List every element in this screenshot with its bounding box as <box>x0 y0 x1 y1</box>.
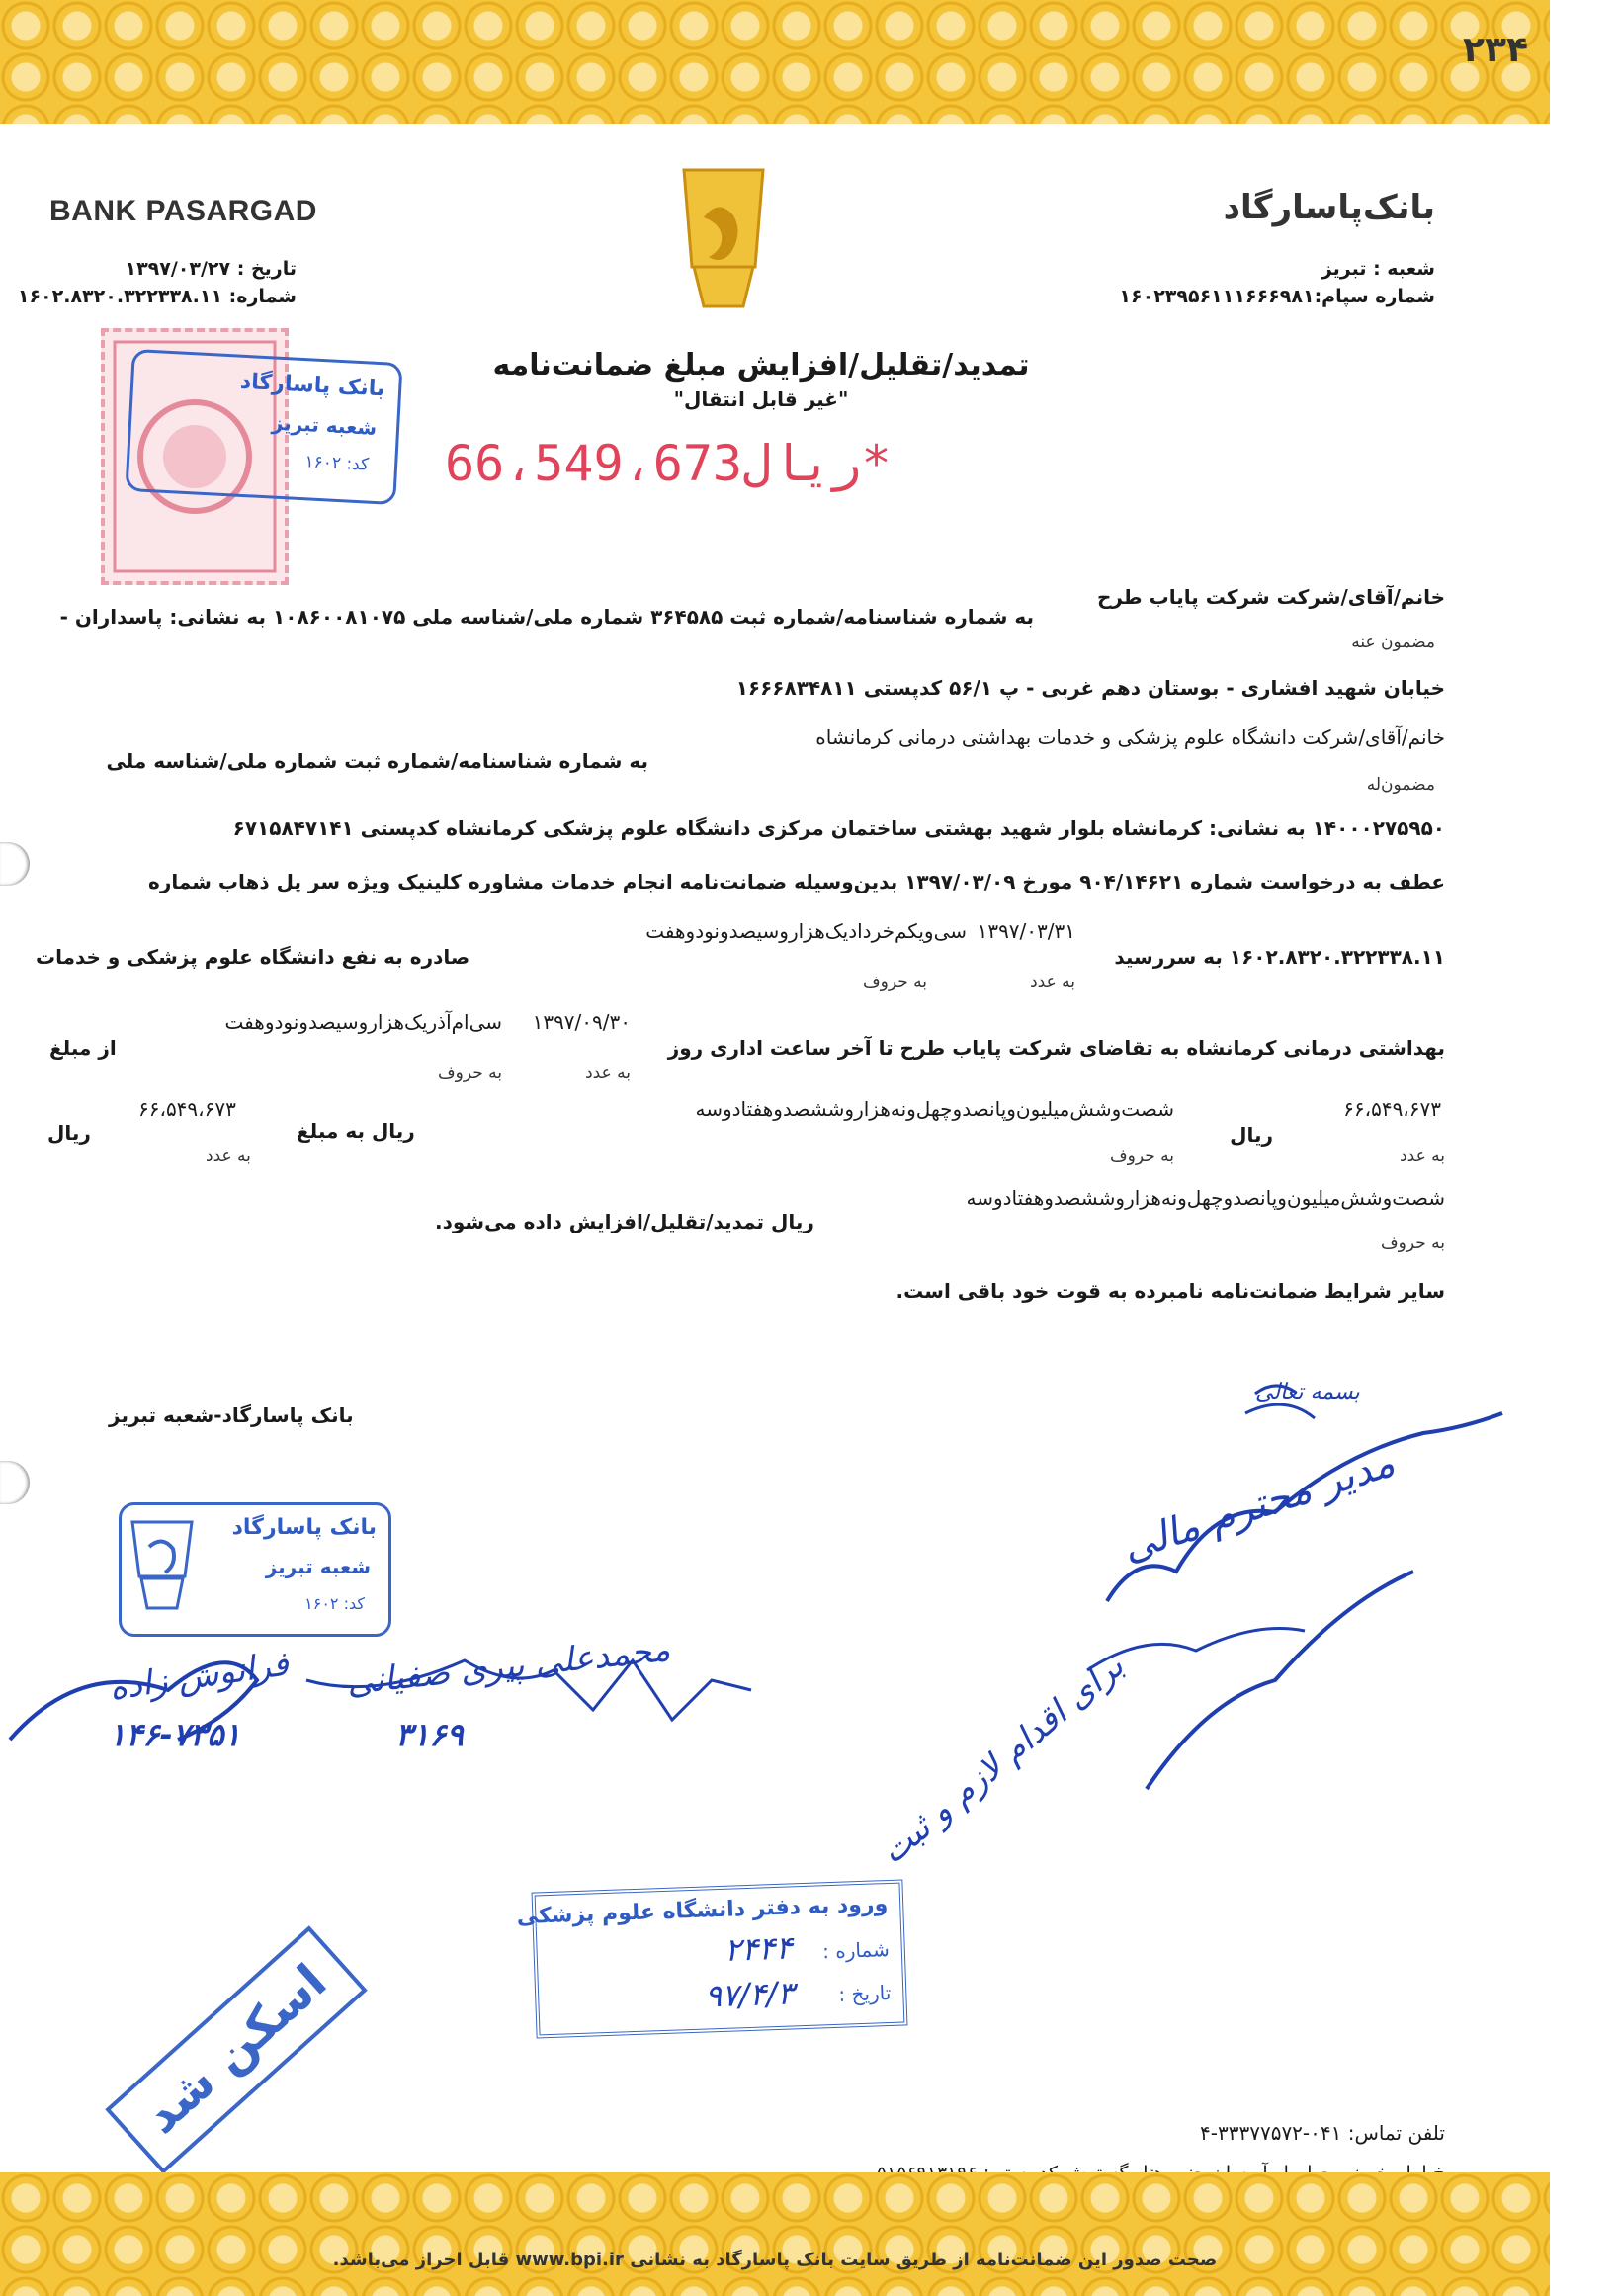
label-words-3: به حروف <box>1110 1147 1174 1166</box>
label-words: به حروف <box>863 973 927 992</box>
label-rial-to-amount: ریال به مبلغ <box>297 1119 415 1143</box>
signature-1-number: ۱۴۶-۷۳۵۱ <box>109 1716 241 1753</box>
body-line-3: خیابان شهید افشاری - بوستان دهم غربی - پ ۵۶/۱ کدپستی ۱۶۶۶۸۳۴۸۱۱ <box>735 676 1445 700</box>
footer-verification-note: صحت صدور این ضمانت‌نامه از طریق سایت بانک پاسارگاد به نشانی www.bpi.ir قابل احراز می‌باشد. <box>332 2250 1218 2270</box>
binder-hole-bottom <box>0 1461 30 1504</box>
label-number-4: به عدد <box>206 1147 251 1166</box>
old-amount-words: شصت‌وشش‌میلیون‌وپانصدوچهل‌ونه‌هزاروششصدوهفتادوسه <box>695 1097 1174 1121</box>
body-line-1: خانم/آقای/شرکت شرکت پایاب طرح <box>1096 585 1445 609</box>
sepam-number: شماره سپام:۱۶۰۲۳۹۵۶۱۱۱۶۶۶۹۸۱ <box>1119 286 1435 307</box>
body-line-8: ۱۶۰۲.۸۳۲۰.۳۲۲۳۳۸.۱۱ به سررسید <box>1114 945 1445 969</box>
label-words-2: به حروف <box>438 1063 502 1083</box>
label-number-3: به عدد <box>1400 1147 1445 1166</box>
footer-phone: تلفن تماس: ۰۴۱-۳۳۳۷۷۵۷۲-۴ <box>1200 2121 1445 2145</box>
scanned-stamp: اسکن شد <box>105 1925 367 2173</box>
handwritten-note-icon <box>1048 1374 1512 1828</box>
label-number: به عدد <box>1030 973 1075 992</box>
signature-2-number: ۳۱۶۹ <box>395 1716 464 1753</box>
label-mazmun-leh: مضمون‌له <box>1366 775 1435 795</box>
label-rial-1: ریال <box>1230 1123 1273 1147</box>
new-date-number: ۱۳۹۷/۰۹/۳۰ <box>532 1010 631 1034</box>
reference-number: شماره: ۱۶۰۲.۸۳۲۰.۳۲۲۳۳۸.۱۱ <box>17 286 297 307</box>
body-line-2: به شماره شناسنامه/شماره ثبت ۳۶۴۵۸۵ شماره ملی/شناسه ملی ۱۰۸۶۰۰۸۱۰۷۵ به نشانی: پاسداران - <box>59 605 1034 629</box>
label-number-2: به عدد <box>585 1063 631 1083</box>
issue-date: تاریخ : ۱۳۹۷/۰۳/۲۷ <box>125 258 297 280</box>
document-title: تمدید/تقلیل/افزایش مبلغ ضمانت‌نامه <box>492 348 1030 383</box>
label-rial-2: ریال <box>47 1121 91 1145</box>
top-decorative-band <box>0 0 1550 124</box>
body-line-8b: صادره به نفع دانشگاه علوم پزشکی و خدمات <box>36 945 470 969</box>
handwritten-greeting: بسمه تعالی <box>1255 1380 1360 1404</box>
body-line-5: به شماره شناسنامه/شماره ثبت شماره ملی/شناسه ملی <box>106 749 648 773</box>
body-line-11: سایر شرایط ضمانت‌نامه نامبرده به قوت خود باقی است. <box>895 1279 1445 1303</box>
bottom-decorative-band <box>0 2172 1550 2296</box>
signatory-line: بانک پاسارگاد-شعبه تبریز <box>109 1403 354 1427</box>
receipt-stamp: ورود به دفتر دانشگاه علوم پزشکی شماره : ۲۴۴۴ تاریخ : ۹۷/۴/۳ <box>532 1879 908 2038</box>
binder-hole-top <box>0 842 30 886</box>
bank-stamp-bottom: بانک پاسارگاد شعبه تبریز کد: ۱۶۰۲ <box>119 1502 391 1637</box>
bank-name-english: BANK PASARGAD <box>49 195 317 227</box>
body-line-6: ۱۴۰۰۰۲۷۵۹۵۰ به نشانی: کرمانشاه بلوار شهید بهشتی ساختمان مرکزی دانشگاه علوم پزشکی کرمانشاه کدپستی ۶۷۱۵۸۴۷۱۴۱ <box>232 816 1445 840</box>
new-date-words: سی‌ام‌آذریک‌هزاروسیصدونودوهفت <box>224 1010 502 1034</box>
stamp-logo-icon <box>128 1517 197 1616</box>
body-line-7: عطف به درخواست شماره ۹۰۴/۱۴۶۲۱ مورخ ۱۳۹۷/۰۳/۰۹ بدین‌وسیله ضمانت‌نامه انجام خدمات مشاوره کلینیک ویژه سر پل ذهاب شماره <box>148 870 1445 893</box>
handwritten-note-line1: مدیر محترم مالی <box>1116 1439 1401 1572</box>
label-mazmun-anh: مضمون عنه <box>1351 633 1435 652</box>
bank-logo-icon <box>664 158 783 316</box>
new-amount-number: ۶۶،۵۴۹،۶۷۳ <box>138 1097 236 1121</box>
body-line-4: خانم/آقای/شرکت دانشگاه علوم پزشکی و خدمات بهداشتی درمانی کرمانشاه <box>815 725 1445 749</box>
body-line-10: ریال تمدید/تقلیل/افزایش داده می‌شود. <box>435 1210 814 1233</box>
branch-label: شعبه : تبریز <box>1321 258 1435 280</box>
signature-1: فرانوش زاده <box>107 1644 292 1709</box>
bank-name-persian: بانک‌پاسارگاد <box>1223 188 1435 227</box>
page-number: ۲۳۴ <box>1463 30 1528 70</box>
due-date-number: ۱۳۹۷/۰۳/۳۱ <box>977 919 1075 943</box>
amount-stamp: ریال66،549،673* <box>445 435 892 492</box>
signature-2: محمدعلی پیری صفیانی <box>344 1629 672 1704</box>
body-line-9: بهداشتی درمانی کرمانشاه به تقاضای شرکت پایاب طرح تا آخر ساعت اداری روز <box>667 1036 1445 1060</box>
handwritten-note-diagonal: برای اقدام لازم و ثبت <box>873 1646 1132 1873</box>
bank-stamp-top: بانک پاسارگاد شعبه تبریز کد: ۱۶۰۲ <box>125 349 402 505</box>
document-subtitle: "غیر قابل انتقال" <box>673 387 849 411</box>
label-from-amount: از مبلغ <box>49 1036 117 1060</box>
old-amount-number: ۶۶،۵۴۹،۶۷۳ <box>1343 1097 1441 1121</box>
due-date-words: سی‌ویکم‌خردادیک‌هزاروسیصدونودوهفت <box>645 919 967 943</box>
new-amount-words: شصت‌وشش‌میلیون‌وپانصدوچهل‌ونه‌هزاروششصدوهفتادوسه <box>966 1186 1445 1210</box>
label-words-4: به حروف <box>1381 1233 1445 1253</box>
